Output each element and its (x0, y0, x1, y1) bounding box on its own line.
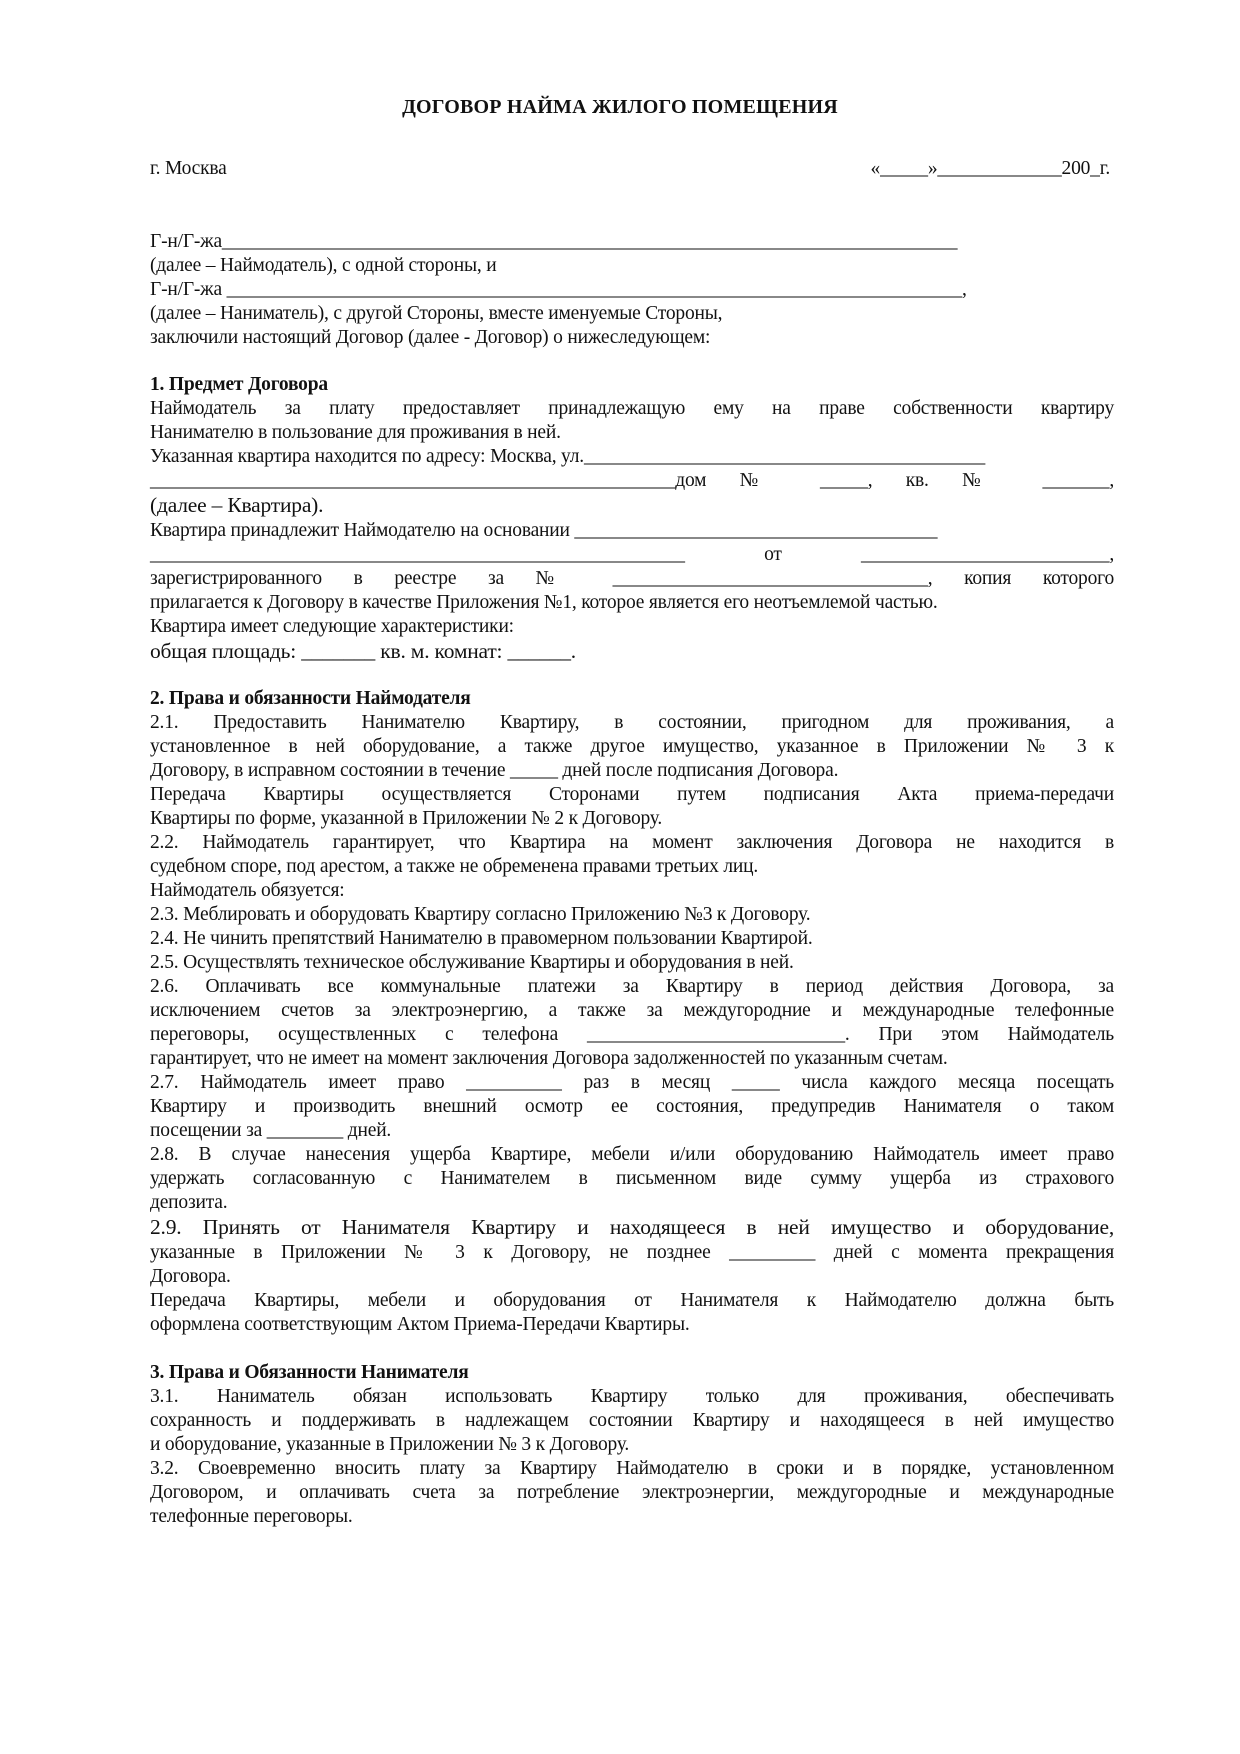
paragraph-line: посещении за ________ дней. (150, 1120, 392, 1141)
paragraph-line: гарантирует, что не имеет на момент заключения Договора задолженностей по указанным счетам. (150, 1048, 948, 1069)
paragraph-line: Квартиры по форме, указанной в Приложении № 2 к Договору. (150, 808, 663, 829)
paragraph-line: Передача Квартиры осуществляется Сторонами путем подписания Акта приема-передачи (150, 784, 1114, 805)
ownership-date-line: ________________________________________________________ от __________________________, (150, 544, 1114, 565)
house-line: _______________________________________________________дом № _____, кв. № _______, (150, 470, 1114, 491)
paragraph-line: Наймодатель обязуется: (150, 880, 345, 901)
paragraph-line: 2.3. Меблировать и оборудовать Квартиру согласно Приложению №3 к Договору. (150, 904, 811, 925)
section-1-heading: 1. Предмет Договора (150, 374, 328, 395)
paragraph-line: 2.8. В случае нанесения ущерба Квартире, мебели и/или оборудованию Наймодатель имеет право (150, 1144, 1114, 1165)
tenant-role: (далее – Наниматель), с другой Стороны, вместе именуемые Стороны, (150, 303, 723, 324)
paragraph-line: удержать согласованную с Нанимателем в письменном виде сумму ущерба из страхового (150, 1168, 1114, 1189)
registry-line: зарегистрированного в реестре за № _________________________________, копия которого (150, 568, 1114, 589)
paragraph-line: Договору, в исправном состоянии в течение _____ дней после подписания Договора. (150, 760, 839, 781)
paragraph-line: 2.2. Наймодатель гарантирует, что Квартира на момент заключения Договора не находится в (150, 832, 1114, 853)
paragraph-line: Договора. (150, 1266, 231, 1287)
phone-line: переговоры, осуществленных с телефона ___________________________. При этом Наймодатель (150, 1024, 1114, 1045)
address-line: Указанная квартира находится по адресу: Москва, ул.__________________________________________ (150, 446, 986, 467)
landlord-role: (далее – Наймодатель), с одной стороны, и (150, 255, 497, 276)
paragraph-line: исключением счетов за электроэнергию, а также за междугородние и международные телефонные (150, 1000, 1114, 1021)
paragraph-line: оформлена соответствующим Актом Приема-Передачи Квартиры. (150, 1314, 690, 1335)
city: г. Москва (150, 158, 227, 179)
paragraph-line: установленное в ней оборудование, а также другое имущество, указанное в Приложении № 3 к (150, 736, 1114, 757)
paragraph-line: 3.2. Своевременно вносить плату за Квартиру Наймодателю в сроки и в порядке, установленном (150, 1458, 1114, 1479)
paragraph-line: сохранность и поддерживать в надлежащем состоянии Квартиру и находящееся в ней имущество (150, 1410, 1114, 1431)
section-2-heading: 2. Права и обязанности Наймодателя (150, 688, 471, 709)
paragraph-line: Наймодатель за плату предоставляет принадлежащую ему на праве собственности квартиру (150, 398, 1114, 419)
paragraph-line: Квартиру и производить внешний осмотр ее состояния, предупредив Нанимателя о таком (150, 1096, 1114, 1117)
paragraph-line: 2.6. Оплачивать все коммунальные платежи за Квартиру в период действия Договора, за (150, 976, 1114, 997)
tenant-line: Г-н/Г-жа _____________________________________________________________________________, (150, 279, 967, 300)
paragraph-line: судебном споре, под арестом, а также не обременена правами третьих лиц. (150, 856, 759, 877)
ownership-line: Квартира принадлежит Наймодателю на основании ______________________________________ (150, 520, 938, 541)
paragraph-line: прилагается к Договору в качестве Приложения №1, которое является его неотъемлемой частью. (150, 592, 938, 613)
paragraph-line: 2.9. Принять от Нанимателя Квартиру и находящееся в ней имущество и оборудование, (150, 1215, 1114, 1239)
area-rooms-line: общая площадь: _______ кв. м. комнат: ______. (150, 639, 576, 663)
paragraph-line: Договором, и оплачивать счета за потребление электроэнергии, междугородные и международные (150, 1482, 1114, 1503)
paragraph-line: депозита. (150, 1192, 228, 1213)
paragraph-line: Нанимателю в пользование для проживания в ней. (150, 422, 561, 443)
paragraph-line: указанные в Приложении № 3 к Договору, не позднее _________ дней с момента прекращения (150, 1242, 1114, 1263)
section-3-heading: 3. Права и Обязанности Нанимателя (150, 1362, 469, 1383)
paragraph-line: (далее – Квартира). (150, 493, 324, 517)
paragraph-line: 2.1. Предоставить Нанимателю Квартиру, в состоянии, пригодном для проживания, а (150, 712, 1114, 733)
paragraph-line: Квартира имеет следующие характеристики: (150, 616, 514, 637)
paragraph-line: телефонные переговоры. (150, 1506, 353, 1527)
document-title: ДОГОВОР НАЙМА ЖИЛОГО ПОМЕЩЕНИЯ (402, 96, 838, 118)
preamble: заключили настоящий Договор (далее - Договор) о нижеследующем: (150, 327, 711, 348)
landlord-line: Г-н/Г-жа_____________________________________________________________________________ (150, 231, 958, 252)
paragraph-line: 2.5. Осуществлять техническое обслуживание Квартиры и оборудования в ней. (150, 952, 794, 973)
paragraph-line: 3.1. Наниматель обязан использовать Квартиру только для проживания, обеспечивать (150, 1386, 1114, 1407)
paragraph-line: и оборудование, указанные в Приложении № 3 к Договору. (150, 1434, 630, 1455)
paragraph-line: 2.4. Не чинить препятствий Нанимателю в правомерном пользовании Квартирой. (150, 928, 813, 949)
date-field: «_____»_____________200_г. (870, 158, 1110, 179)
paragraph-line: Передача Квартиры, мебели и оборудования от Нанимателя к Наймодателю должна быть (150, 1290, 1114, 1311)
visit-line: 2.7. Наймодатель имеет право __________ раз в месяц _____ числа каждого месяца посещать (150, 1072, 1114, 1093)
